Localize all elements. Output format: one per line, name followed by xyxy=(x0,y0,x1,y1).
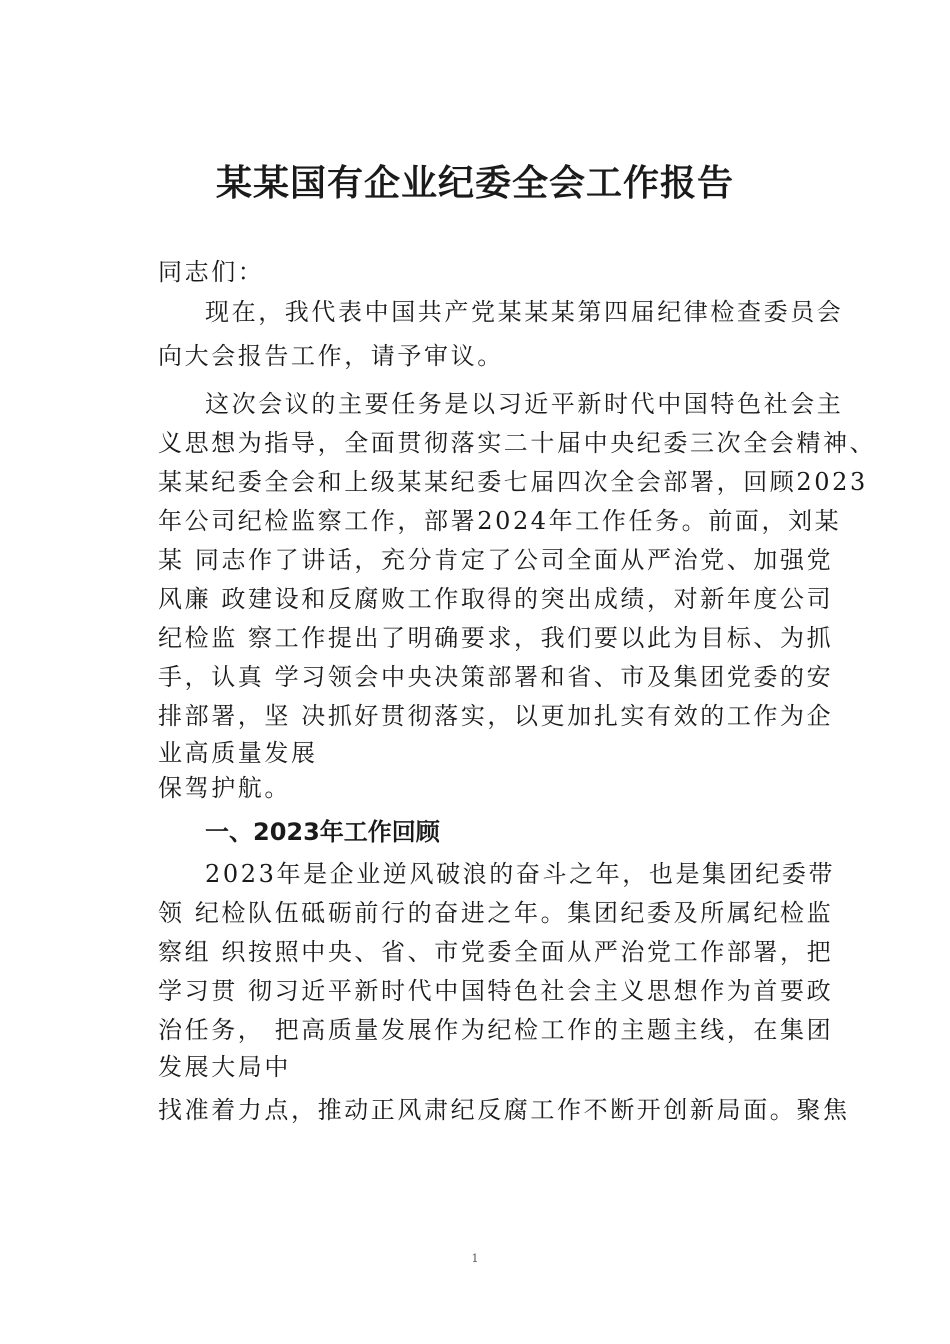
paragraph-line: 2023年是企业逆风破浪的奋斗之年，也是集团纪委带 xyxy=(205,860,836,888)
paragraph-line: 找准着力点，推动正风肃纪反腐工作不断开创新局面。聚焦 xyxy=(158,1096,850,1124)
paragraph-line: 保驾护航。 xyxy=(158,774,291,802)
paragraph-line: 这次会议的主要任务是以习近平新时代中国特色社会主 xyxy=(205,390,844,418)
paragraph-line: 领 纪检队伍砥砺前行的奋进之年。集团纪委及所属纪检监 xyxy=(158,899,834,927)
paragraph-line: 某某纪委全会和上级某某纪委七届四次全会部署，回顾2023 xyxy=(158,468,868,496)
paragraph-line: 手，认真 学习领会中央决策部署和省、市及集团党委的安 xyxy=(158,663,834,691)
paragraph-line: 业高质量发展 xyxy=(158,739,318,767)
paragraph-line: 现在，我代表中国共产党某某某第四届纪律检查委员会 xyxy=(205,298,844,326)
paragraph-line: 纪检监 察工作提出了明确要求，我们要以此为目标、为抓 xyxy=(158,624,834,652)
paragraph-line: 治任务， 把高质量发展作为纪检工作的主题主线，在集团 xyxy=(158,1016,834,1044)
salutation: 同志们： xyxy=(158,258,265,286)
paragraph-line: 察组 织按照中央、省、市党委全面从严治党工作部署，把 xyxy=(158,938,834,966)
document-title: 某某国有企业纪委全会工作报告 xyxy=(215,163,734,204)
section-heading: 一、2023年工作回顾 xyxy=(205,818,440,846)
paragraph-line: 发展大局中 xyxy=(158,1053,291,1081)
page-number: 1 xyxy=(471,1252,479,1265)
paragraph-line: 年公司纪检监察工作，部署2024年工作任务。前面，刘某 xyxy=(158,507,842,535)
paragraph-line: 向大会报告工作，请予审议。 xyxy=(158,342,504,370)
paragraph-line: 风廉 政建设和反腐败工作取得的突出成绩，对新年度公司 xyxy=(158,585,834,613)
paragraph-line: 某 同志作了讲话，充分肯定了公司全面从严治党、加强党 xyxy=(158,546,834,574)
paragraph-line: 义思想为指导，全面贯彻落实二十届中央纪委三次全会精神、 xyxy=(158,429,877,457)
paragraph-line: 学习贯 彻习近平新时代中国特色社会主义思想作为首要政 xyxy=(158,977,834,1005)
paragraph-line: 排部署，坚 决抓好贯彻落实，以更加扎实有效的工作为企 xyxy=(158,702,834,730)
